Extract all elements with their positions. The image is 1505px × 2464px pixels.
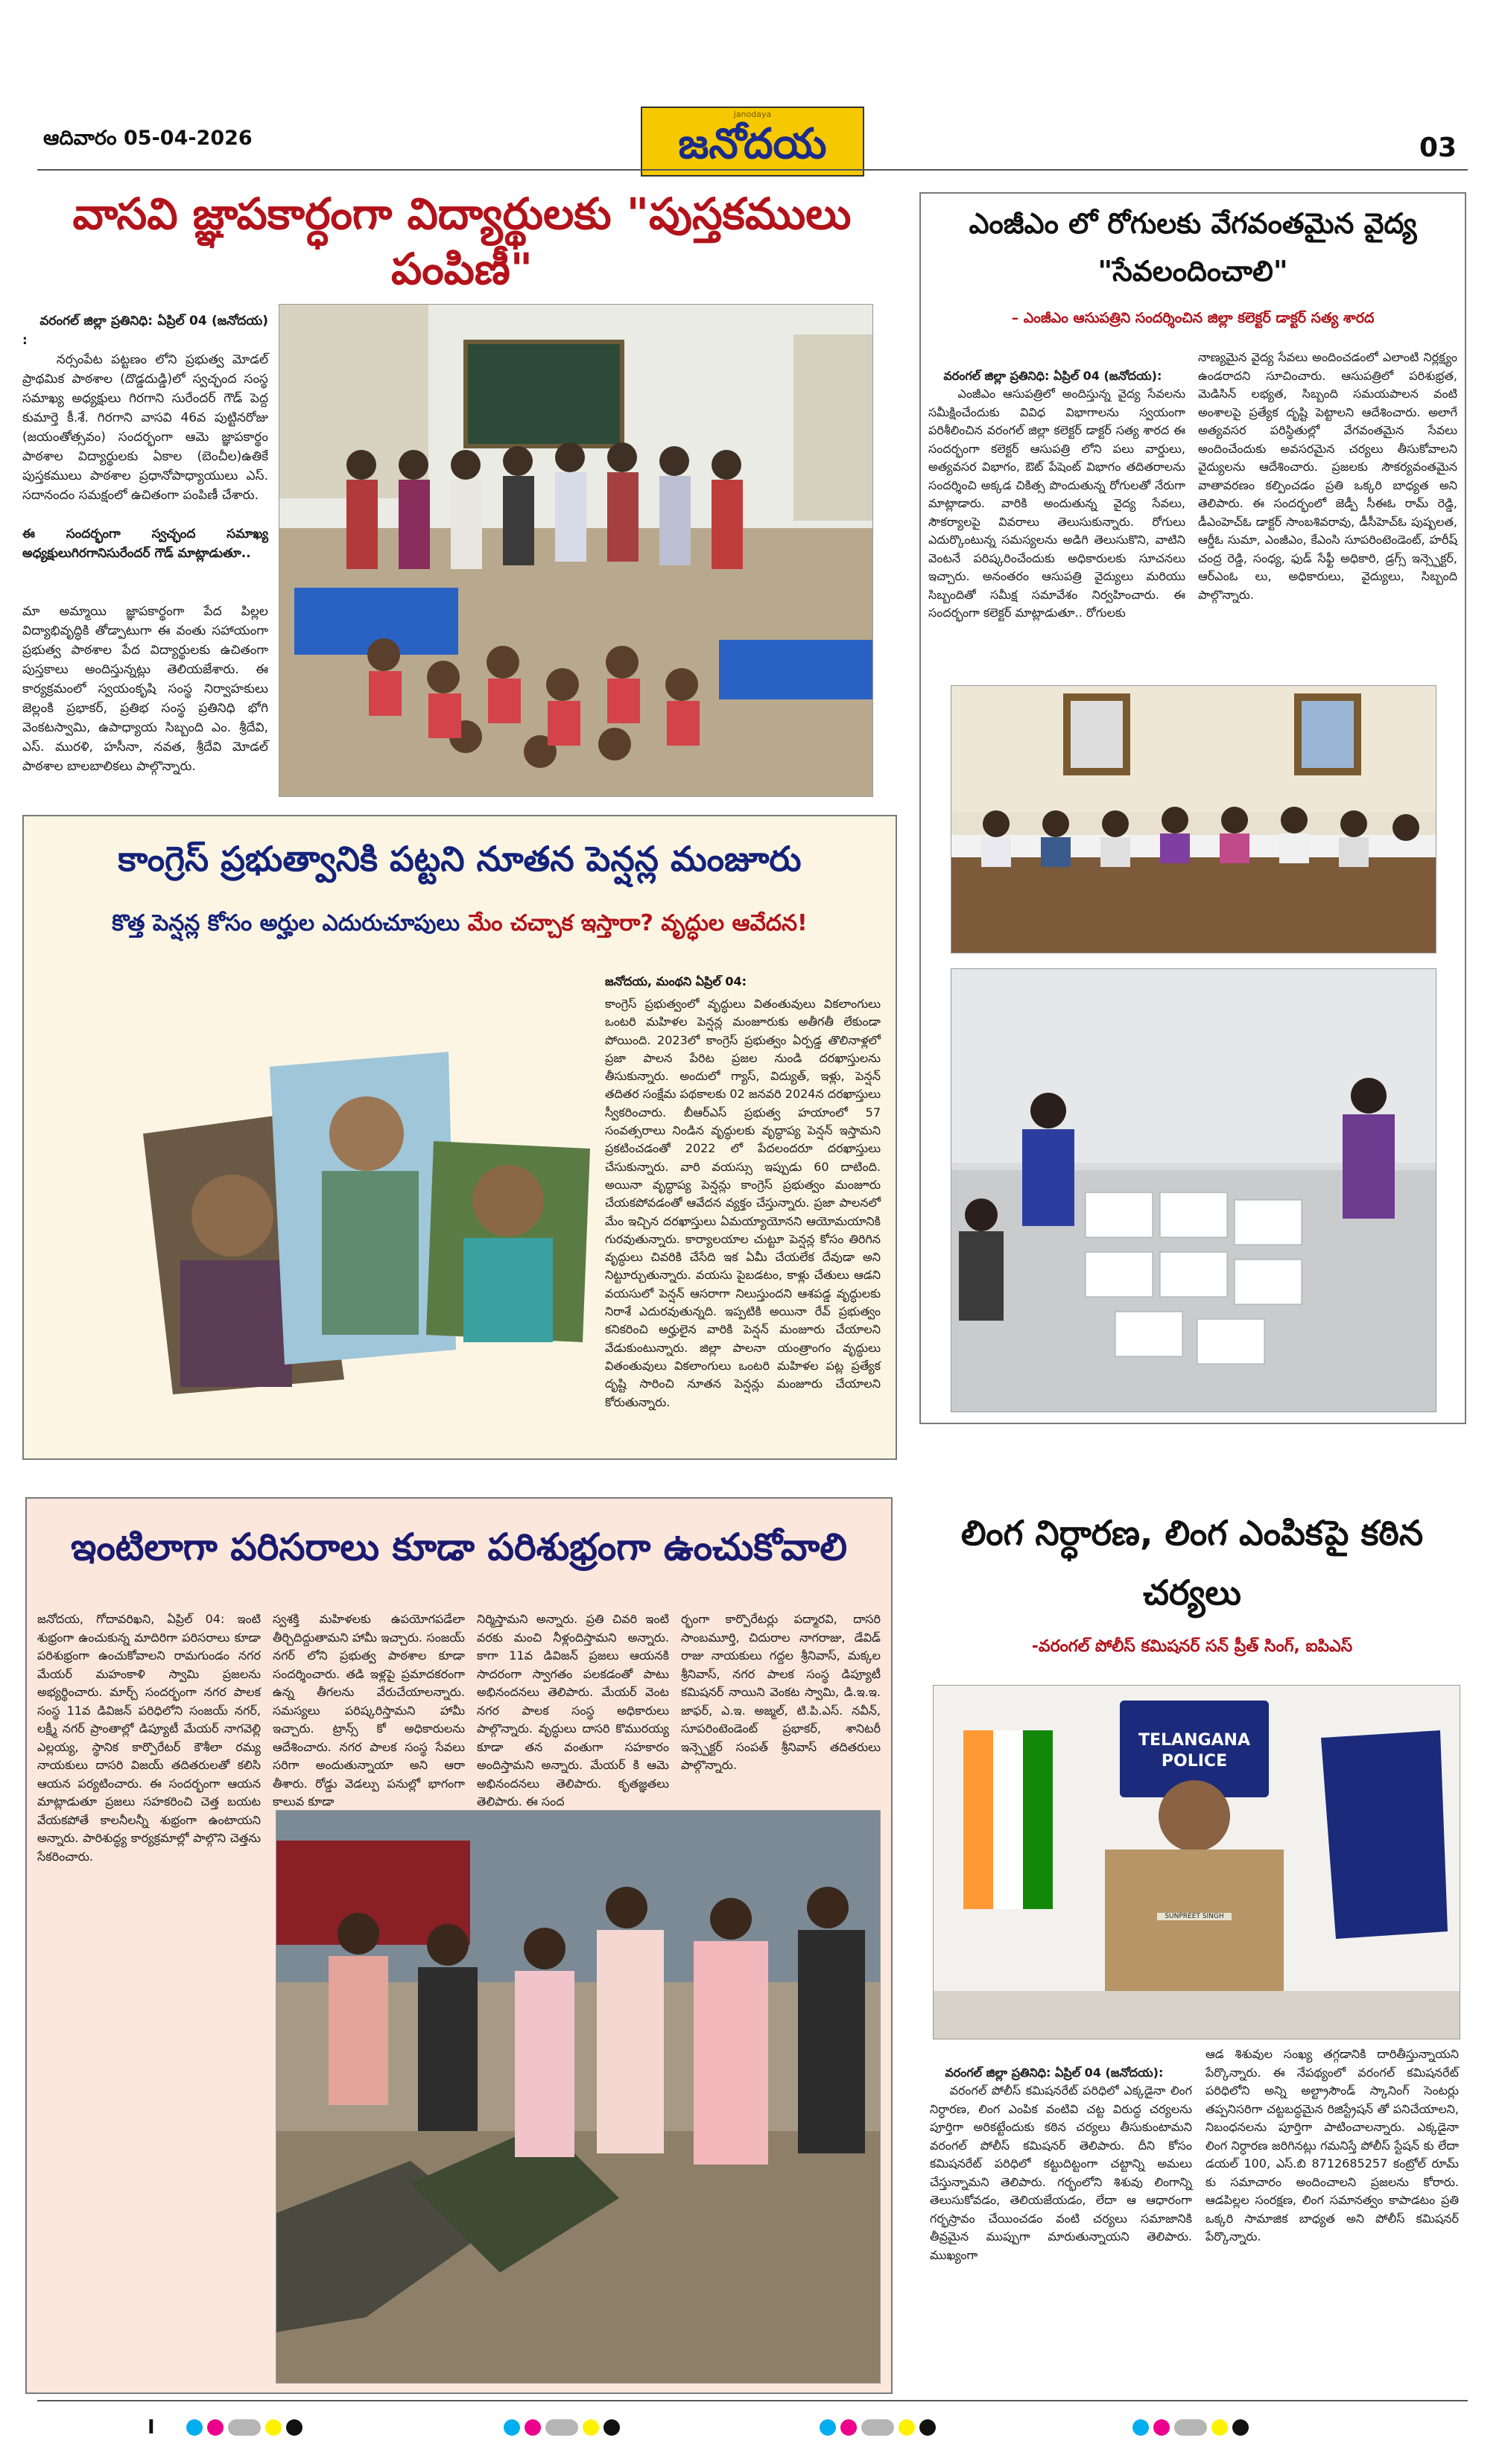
police-photo-sign: TELANGANA POLICE (1138, 1731, 1250, 1771)
police-col2: ఆడ శిశువుల సంఖ్య తగ్గడానికి దారితీస్తున్నాయని పేర్కొన్నారు. ఈ నేపథ్యంలో వరంగల్ కమిషనరేట్ పరిధిలోని అన్ని అల్ట్రాసౌండ్ స్కానింగ్ సెంటర్లు తప్పనిసరిగా చట్టబద్ధమైన రిజిస్ట్రేషన్ తో పనిచేయాలని, నిబంధనలను పూర్తిగా పాటించాలన్నారు. ఎక్కడైనా లింగ నిర్ధారణ జరిగినట్లు గమనిస్తే పోలీస్ స్టేషన్ కు లేదా డయల్ 100, ఎస్.బి 8712685257 కంట్రోల్ రూమ్ కు సమాచారం అందించాలని ప్రజలను కోరారు. ఆడపిల్లల సంరక్షణ, లింగ సమానత్వం కాపాడటం ప్రతి ఒక్కరి సామాజిక బాధ్యత అని పోలీస్ కమిషనర్ పేర్కొన్నారు. (1205, 2047, 1463, 2244)
pensions-subheads (24, 910, 896, 942)
reg-mark-cyan-4 (1132, 2419, 1149, 2436)
cleanliness-photo (276, 1810, 881, 2384)
mgm-col1-text: ఎంజీఎం ఆసుపత్రిలో అందిస్తున్న వైద్య సేవలను సమీక్షించేందుకు వివిధ విభాగాలను స్వయంగా పరిశీలించిన వరంగల్ జిల్లా కలెక్టర్ డాక్టర్ సత్య శారద ఈ సందర్భంగా కలెక్టర్ ఆసుపత్రి లోని పలు వార్డులు, అత్యవసర విభాగం, ఔట్ పేషెంట్ విభాగం తదితరాలను సందర్శించి అక్కడ చికిత్స పొందుతున్న రోగులతో నేరుగా మాట్లాడారు. వారికి అందుతున్న వైద్య సేవలు, సౌకర్యాలపై వివరాలు తెలుసుకున్నారు. రోగులు ఎదుర్కొంటున్న సమస్యలను అడిగి తెలుసుకొని, వాటిని వెంటనే పరిష్కరించేందుకు అధికారులకు సూచనలు ఇచ్చారు. అనంతరం ఆసుపత్రి వైద్యులు మరియు సిబ్బందితో సమీక్ష సమావేశం నిర్వహించారు. ఈ సందర్భంగా కలెక్టర్ మాట్లాడుతూ.. రోగులకు (928, 387, 1190, 620)
reg-mark-black (286, 2419, 302, 2436)
footer-rule (37, 2400, 1468, 2401)
page-number: 03 (1419, 133, 1457, 163)
books-body-3: మా అమ్మాయి జ్ఞాపకార్థంగా పేద పిల్లల విద్యాభివృద్ధికి తోడ్పాటుగా ఈ వంతు సహాయంగా ప్రభుత్వ పాఠశాల పేద విద్యార్థులకు ఉచితంగా పుస్తకాలు అందిస్తున్నట్లు తెలియజేశారు. ఈ కార్యక్రమంలో స్వయంకృషి సంస్థ నిర్వాహకులు జెల్లంకి ప్రభాకర్, ప్రతిభ సంస్థ ప్రతినిధి భోగి వెంకటస్వామి, ఉపాధ్యాయ సిబ్బంది ఎం. శ్రీదేవి, ఎస్. మురళి, హసీనా, నవత, శ్రీదేవి మోడల్ పాఠశాల బాలబాలికలు పాల్గొన్నారు. (22, 604, 273, 774)
books-byline: వరంగల్ జిల్లా ప్రతినిధి: ఏప్రిల్ 04 (జనోదయ) : (22, 314, 273, 348)
mgm-byline: వరంగల్ జిల్లా ప్రతినిధి: ఏప్రిల్ 04 (జనోదయ): (943, 368, 1162, 383)
article-pensions (22, 815, 897, 1460)
police-byline: వరంగల్ జిల్లా ప్రతినిధి: ఏప్రిల్ 04 (జనోదయ): (945, 2065, 1164, 2080)
reg-mark-grey-4 (1174, 2419, 1207, 2436)
masthead-date: ఆదివారం 05-04-2026 (43, 127, 253, 150)
reg-mark-black-4 (1232, 2419, 1249, 2436)
reg-mark-grey-3 (861, 2419, 894, 2436)
police-col1-text: వరంగల్ పోలీస్ కమిషనరేట్ పరిధిలో ఎక్కడైనా లింగ నిర్ధారణ, లింగ ఎంపిక వంటివి చట్ట విరుద్ధ చర్యలను పూర్తిగా అరికట్టేందుకు కఠిన చర్యలు తీసుకుంటామని వరంగల్ పోలీస్ కమిషనర్ తెలిపారు. దీని కోసం కమిషనరేట్ పరిధిలో కట్టుదిట్టంగా చట్టాన్ని అమలు చేస్తున్నామని తెలిపారు. గర్భంలోని శిశువు లింగాన్ని తెలుసుకోవడం, తెలియజేయడం, లేదా ఆ ఆధారంగా గర్భస్రావం చేయించడం వంటి చర్యలు సమాజానికి తీవ్రమైన ముప్పుగా మారుతున్నాయని తెలిపారు. ముఖ్యంగా (930, 2083, 1197, 2262)
pensions-byline: జనోదయ, మంథని ఏప్రిల్ 04: (605, 974, 747, 988)
reg-mark-cyan (186, 2419, 203, 2436)
books-photo-svg (279, 305, 872, 796)
books-headline: వాసవి జ్ఞాపకార్ధంగా విద్యార్థులకు "పుస్తకములు పంపిణీ" (72, 188, 852, 294)
reg-mark-black-2 (603, 2419, 620, 2436)
cleanliness-col3: నిర్మిస్తామని అన్నారు. ప్రతి చివరి ఇంటి వరకు మంచి నీళ్లందిస్తామని అన్నారు. కాగా 11వ డివిజన్ ప్రజలు ఆయనకి సాదరంగా స్వాగతం పలకడంతో పాటు అభినందనలు తెలిపారు. మేయర్ వెంట నగర పాలక సంస్థ అధికారులు పాల్గొన్నారు. వృద్ధులు దాసరి కొమురయ్య కూడా తన వంతుగా సహకారం అందిస్తామని అన్నారు. మేయర్ కి ఆమె అభినందనలు తెలిపారు. కృతజ్ఞతలు తెలిపారు. ఈ సంద (477, 1612, 674, 1809)
reg-mark-grey (228, 2419, 261, 2436)
mgm-photo-pharmacy-svg (951, 969, 1436, 1412)
reg-mark-yellow-3 (899, 2419, 915, 2436)
mgm-subhead: – ఎంజీఎం ఆసుపత్రిని సందర్శించిన జిల్లా కలెక్టర్ డాక్టర్ సత్య శారద (1011, 310, 1375, 326)
mgm-photo-pharmacy (951, 968, 1436, 1412)
reg-mark-yellow-2 (583, 2419, 599, 2436)
mgm-headline-line2: "సేవలందించాలి" (1097, 255, 1288, 288)
police-photo (933, 1685, 1460, 2039)
books-body-2: ఈ సందర్భంగా స్వచ్ఛంద సమాఖ్య అధ్యక్షులుగిరగానిసురేందర్ గౌడ్ మాట్లాడుతూ.. (22, 527, 273, 561)
pensions-body: కాంగ్రెస్ ప్రభుత్వంలో వృద్ధులు వితంతువులు వికలాంగులు ఒంటరి మహిళల పెన్షన్ల మంజూరుకు అతీగతీ లేకుండా పోయింది. 2023లో కాంగ్రెస్ ప్రభుత్వం ఏర్పడ్డ తొలినాళ్లలో ప్రజా పాలన పేరిట ప్రజల నుండి దరఖాస్తులను తీసుకున్నారు. అందులో గ్యాస్, విద్యుత్, ఇళ్లు, పెన్షన్ తదితర సంక్షేమ పథకాలకు 02 జనవరి 2024న దరఖాస్తులు స్వీకరించారు. బీఆర్ఎస్ ప్రభుత్వ హయాంలో 57 సంవత్సరాలు నిండిన వృద్ధులకు వృద్ధాప్య పెన్షన్ ఇస్తామని ప్రకటించడంతో 2022 లో పేదలందరూ దరఖాస్తులు చేసుకున్నారు. వారి వయస్సు ఇప్పుడు 60 దాటింది. అయినా వృద్ధాప్య పెన్షన్లు కాంగ్రెస్ ప్రభుత్వం మంజూరు చేయకపోవడంతో ఆవేదన వ్యక్తం చేస్తున్నారు. ప్రజా పాలనలో మేం ఇచ్చిన దరఖాస్తులు ఏమయ్యాయోనని ఆయోమయానికి గురవుతున్నారు. కార్యాలయాల చుట్టూ పెన్షన్ల కోసం తిరిగిన వృద్ధులు చివరికి చేసేది ఇక ఏమీ చేయలేక దేవుడా అని నిట్టూర్చుతున్నారు. వయసు పైబడటం, కాళ్లు చేతులు ఆడని వయసులో పెన్షన్ ఆసరాగా నిలుస్తుందని ఆశపడ్డ వృద్ధులకు నిరాశే ఎదురవుతున్నది. ఇప్పటికి అయినా రేవ్ ప్రభుత్వం కనికరించి అర్హులైన వారికి పెన్షన్ మంజూరు చేయాలని వేడుకుంటున్నారు. జిల్లా పాలనా యంత్రాంగం వృద్ధులు వితంతువులు వికలాంగులు ఒంటరి మహిళల పట్ల ప్రత్యేక దృష్టి సారించి నూతన పెన్షన్లు మంజూరు చేయాలని కోరుతున్నారు. (605, 997, 885, 1409)
cleanliness-col1: జనోదయ, గోదావరిఖని, ఏప్రిల్ 04: ఇంటి శుభ్రంగా ఉంచుకున్న మాదిరిగా పరిసరాలు కూడా పరిశుభ్రంగా ఉంచుకోవాలని రామగుండం నగర మేయర్ మహంకాళి స్వామి ప్రజలను అభ్యర్థించారు. మార్చ్ సందర్భంగా నగర పాలక సంస్థ 11వ డివిజన్ పరిధిలోని సంజయ్ నగర్, లక్ష్మీ నగర్ ప్రాంతాల్లో డిప్యూటీ మేయర్ నాగవెల్లి ఎల్లయ్య, స్థానిక కార్పొరేటర్ కౌశీలా రమ్య నాయకులు దాసరి విజయ్ తదితరులతో కలిసి ఆయన పర్యటించారు. ఈ సందర్భంగా ఆయన మాట్లాడుతూ ప్రజలు సహకరించి చెత్త బయట వేయకపోతే కాలనీలన్నీ శుభ్రంగా ఉంటాయని అన్నారు. పారిశుద్ధ్య కార్యక్రమాల్లో పాల్గొని చెత్తను సేకరించారు. (37, 1612, 265, 1864)
books-body (22, 292, 273, 815)
pensions-subhead-a: కొత్త పెన్షన్ల కోసం అర్హుల ఎదురుచూపులు (112, 910, 460, 936)
pensions-headline: కాంగ్రెస్ ప్రభుత్వానికి పట్టని నూతన పెన్షన్ల మంజూరు (118, 839, 802, 879)
reg-mark-grey-2 (545, 2419, 578, 2436)
cleanliness-col2: స్వశక్తి మహిళలకు ఉపయోగపడేలా తీర్చిదిద్దుతామని హామీ ఇచ్చారు. సంజయ్ నగర్ లోని ప్రభుత్వ పాఠశాల కూడా సందర్శించారు. తడి ఇళ్లపై ప్రమాదకరంగా ఉన్న తీగలను వేరుచేయాలన్నారు. సమస్యలు పరిష్కరిస్తామని హామీ ఇచ్చారు. ట్రాన్స్ కో అధికారులను ఆదేశించారు. నగర పాలక సంస్థ సేవలు సరిగా అందుతున్నాయా అని ఆరా తీశారు. రోడ్డు వెడల్పు పనుల్లో భాగంగా కాలువ కూడా (273, 1612, 469, 1809)
reg-mark-yellow-4 (1211, 2419, 1228, 2436)
reg-mark-magenta (207, 2419, 224, 2436)
reg-mark-magenta-2 (525, 2419, 541, 2436)
masthead-logo-name: జనోదయ (678, 120, 827, 168)
police-photo-name-tag: SUNPREET SINGH (1157, 1913, 1232, 1920)
police-col1 (930, 2045, 1197, 2283)
pensions-photo-collage-svg (143, 1052, 590, 1394)
masthead-rule (37, 169, 1468, 171)
reg-mark-cyan-3 (820, 2419, 836, 2436)
books-photo (279, 304, 873, 797)
reg-mark-black-3 (919, 2419, 936, 2436)
reg-mark-magenta-3 (840, 2419, 857, 2436)
police-headline: లింగ నిర్ధారణ, లింగ ఎంపికపై కఠిన చర్యలు (960, 1513, 1424, 1613)
pensions-photo-collage (143, 1052, 590, 1394)
books-body-1: నర్సంపేట పట్టణం లోని ప్రభుత్వ మోడల్ ప్రాథమిక పాఠశాల (దొడ్డదుడ్డి)లో స్వచ్ఛంద సంస్థ సమాఖ్య అధ్యక్షులు గిరగాని సురేందర్ గౌడ్ పెద్ద కుమార్తె కీ.శే. గిరగాని వాసవి 46వ పుట్టినరోజు (జయంతోత్సవం) సందర్భంగా ఆమె జ్ఞాపకార్థం పాఠశాల విద్యార్థులకు ఏకాల (బెంచీల)ఉతికే పుస్తకములు పాఠశాల ప్రధానోపాధ్యాయులు ఎస్. సదానందం సమక్షంలో ఉచితంగా పంపిణీ చేశారు. (22, 352, 273, 503)
cleanliness-photo-svg (276, 1811, 880, 2383)
mgm-photo-meeting (951, 685, 1436, 953)
mgm-col1 (928, 349, 1190, 641)
mgm-col2: నాణ్యమైన వైద్య సేవలు అందించడంలో ఎలాంటి నిర్లక్ష్యం ఉండరాదని సూచించారు. ఆసుపత్రిలో పరిశుభ్రత, మెడిసిన్ లభ్యత, సిబ్బంది సమయపాలన వంటి అంశాలపై ప్రత్యేక దృష్టి పెట్టాలని ఆదేశించారు. అలాగే అత్యవసర పరిస్థితుల్లో వేగవంతమైన సేవలు అందించేందుకు అవసరమైన చర్యలు తీసుకోవాలని వైద్యులను ఆదేశించారు. ప్రజలకు సౌకర్యవంతమైన వాతావరణం కల్పించడం ప్రతి ఒక్కరి బాధ్యత అని తెలిపారు. ఈ సందర్భంలో జెడ్పీ సీఈఓ రామ్ రెడ్డి, డీఎంహెచ్ఓ డాక్టర్ సాంబశివరావు, డీసీహెచ్ఓ పుష్పలత, ఆర్డీఓ సుమా, ఎంజీఎం, కేఎంసి సూపరింటెండెంట్, హరీష్ చంద్ర రెడ్డి, సంధ్య, ఫుడ్ సేఫ్టీ అధికారి, డ్రగ్స్ ఇన్స్పెక్టర్, ఆర్ఎంఓ లు, అధికారులు, వైద్యులు, సిబ్బంది పాల్గొన్నారు. (1198, 350, 1462, 602)
pensions-subhead-b: మేం చచ్చాక ఇస్తారా? వృద్ధుల ఆవేదన! (467, 910, 808, 936)
reg-mark-cyan-2 (504, 2419, 520, 2436)
reg-mark-magenta-4 (1153, 2419, 1170, 2436)
mgm-headline-line1: ఎంజీఎం లో రోగులకు వేగవంతమైన వైద్య (969, 207, 1417, 240)
article-mgm (919, 192, 1466, 1424)
cleanliness-headline: ఇంటిలాగా పరిసరాలు కూడా పరిశుభ్రంగా ఉంచుకోవాలి (71, 1525, 847, 1569)
footer-page-mark: I (148, 2416, 155, 2439)
masthead-logo-tagline: janodaya (733, 109, 772, 119)
article-cleanliness (25, 1497, 893, 2394)
reg-mark-yellow (265, 2419, 282, 2436)
masthead-logo (641, 107, 864, 177)
mgm-photo-meeting-svg (951, 686, 1436, 953)
cleanliness-col4: ర్భంగా కార్పొరేటర్లు పద్మారవి, దాసరి సాంబమూర్తి, చిదురాల నాగరాజు, డేవిడ్ రాజు నాయకులు గద్దల శ్రీనివాస్, మక్కల శ్రీనివాస్, నగర పాలక సంస్థ డిప్యూటీ కమిషనర్ నాయిని వెంకట స్వామి, డి.ఇ.ఇ. జాఫర్, ఎ.ఇ. అజ్మల్, టి.పి.ఎస్. నవీన్, సూపరింటెండెంట్ ప్రభాకర్, శానిటరీ ఇన్స్పెక్టర్ సంపత్ శ్రీనివాస్ తదితరులు పాల్గొన్నారు. (681, 1612, 885, 1772)
police-subhead: -వరంగల్ పోలీస్ కమిషనర్ సన్ ప్రీత్ సింగ్, ఐపిఎస్ (1031, 1637, 1353, 1656)
